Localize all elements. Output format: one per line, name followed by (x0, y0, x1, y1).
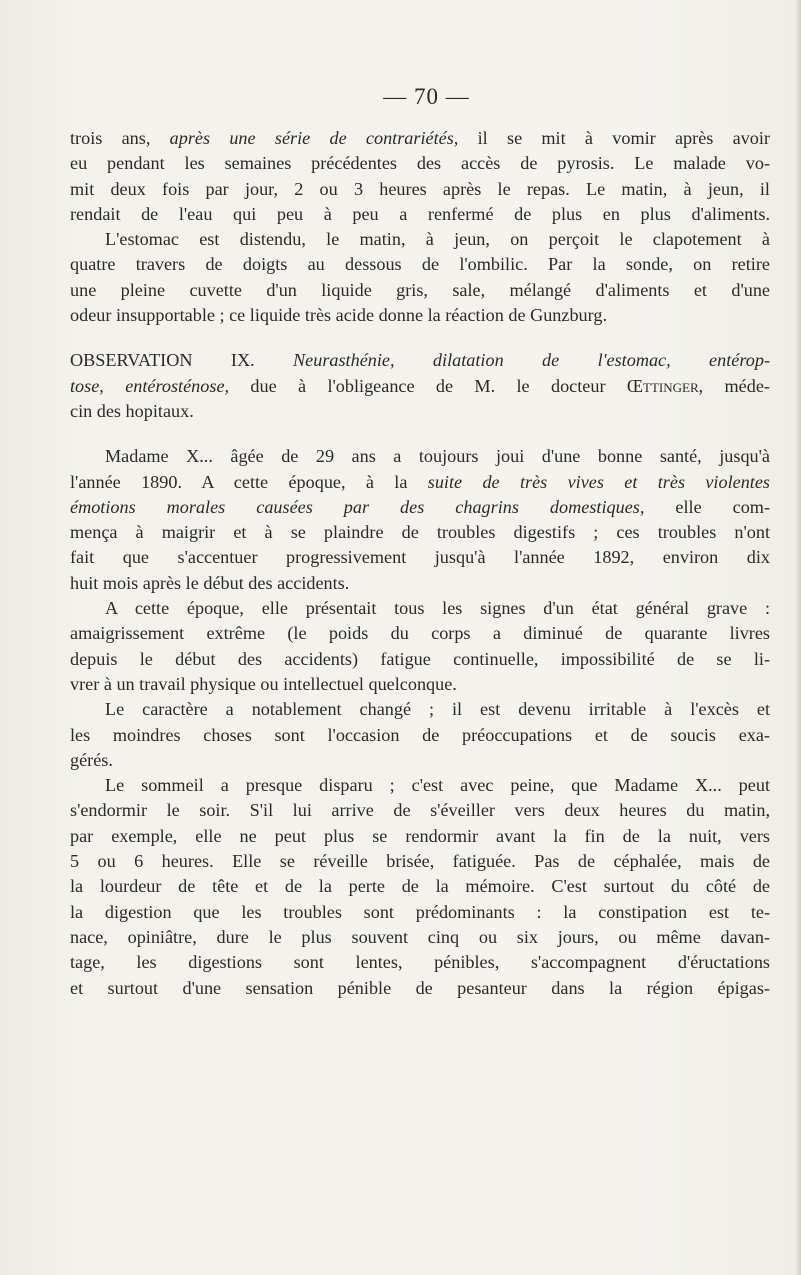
body-text (70, 126, 770, 1001)
text-line: la lourdeur de tête et de la perte de la mémoire. C'est surtout du côté de (70, 876, 770, 897)
observation-heading: cin des hopitaux. (70, 400, 194, 421)
text-line: mit deux fois par jour, 2 ou 3 heures après le repas. Le matin, à jeun, il (70, 178, 770, 199)
page-number: — 70 — (383, 84, 470, 109)
text-line: les moindres choses sont l'occasion de préoccupations et de soucis exa- (70, 724, 770, 745)
text-line: quatre travers de doigts au dessous de l'ombilic. Par la sonde, on retire (70, 254, 770, 275)
page-edge-shadow (795, 0, 801, 1275)
text-line: l'année 1890. A cette époque, à la suite de très vives et très violentes (70, 471, 771, 492)
text-line: trois ans, après une série de contrariétés, il se mit à vomir après avoir (70, 128, 770, 148)
text-line: Le sommeil a presque disparu ; c'est avec peine, que Madame X... peut (105, 775, 770, 796)
observation-heading: OBSERVATION IX. Neurasthénie, dilatation de l'estomac, entérop- (70, 350, 770, 371)
text-line: huit mois après le début des accidents. (70, 572, 350, 593)
text-line: A cette époque, elle présentait tous les signes d'un état général grave : (105, 598, 770, 619)
text-line: une pleine cuvette d'un liquide gris, sale, mélangé d'aliments et d'une (70, 279, 770, 300)
text-line: 5 ou 6 heures. Elle se réveille brisée, fatiguée. Pas de céphalée, mais de (70, 851, 770, 872)
text-line: tage, les digestions sont lentes, pénibles, s'accompagnent d'éructations (70, 952, 770, 973)
text-line: rendait de l'eau qui peu à peu a renfermé de plus en plus d'aliments. (70, 203, 770, 224)
text-line: s'endormir le soir. S'il lui arrive de s'éveiller vers deux heures du matin, (70, 800, 770, 821)
text-line: par exemple, elle ne peut plus se rendormir avant la fin de la nuit, vers (70, 825, 770, 846)
text-line: Madame X... âgée de 29 ans a toujours joui d'une bonne santé, jusqu'à (105, 446, 770, 467)
text-line: la digestion que les troubles sont prédominants : la constipation est te- (70, 901, 770, 922)
text-line: et surtout d'une sensation pénible de pesanteur dans la région épigas- (70, 977, 770, 998)
text-line: Le caractère a notablement changé ; il est devenu irritable à l'excès et (105, 699, 770, 720)
text-line: fait que s'accentuer progressivement jusqu'à l'année 1892, environ dix (70, 547, 770, 568)
text-line: odeur insupportable ; ce liquide très acide donne la réaction de Gunzburg. (70, 305, 608, 326)
observation-heading: tose, entérosténose, due à l'obligeance de M. le docteur Œttinger, méde- (70, 375, 770, 396)
text-line: amaigrissement extrême (le poids du corps a diminué de quarante livres (70, 623, 770, 644)
text-line: mença à maigrir et à se plaindre de troubles digestifs ; ces troubles n'ont (70, 522, 770, 543)
text-line: émotions morales causées par des chagrins domestiques, elle com- (70, 496, 771, 517)
text-line: gérés. (70, 749, 113, 770)
text-line: depuis le début des accidents) fatigue continuelle, impossibilité de se li- (70, 648, 770, 669)
text-line: eu pendant les semaines précédentes des accès de pyrosis. Le malade vo- (70, 153, 770, 174)
text-line: nace, opiniâtre, dure le plus souvent cinq ou six jours, ou même davan- (70, 926, 770, 947)
text-line: vrer à un travail physique ou intellectuel quelconque. (70, 673, 457, 694)
text-line: L'estomac est distendu, le matin, à jeun, on perçoit le clapotement à (105, 229, 770, 250)
